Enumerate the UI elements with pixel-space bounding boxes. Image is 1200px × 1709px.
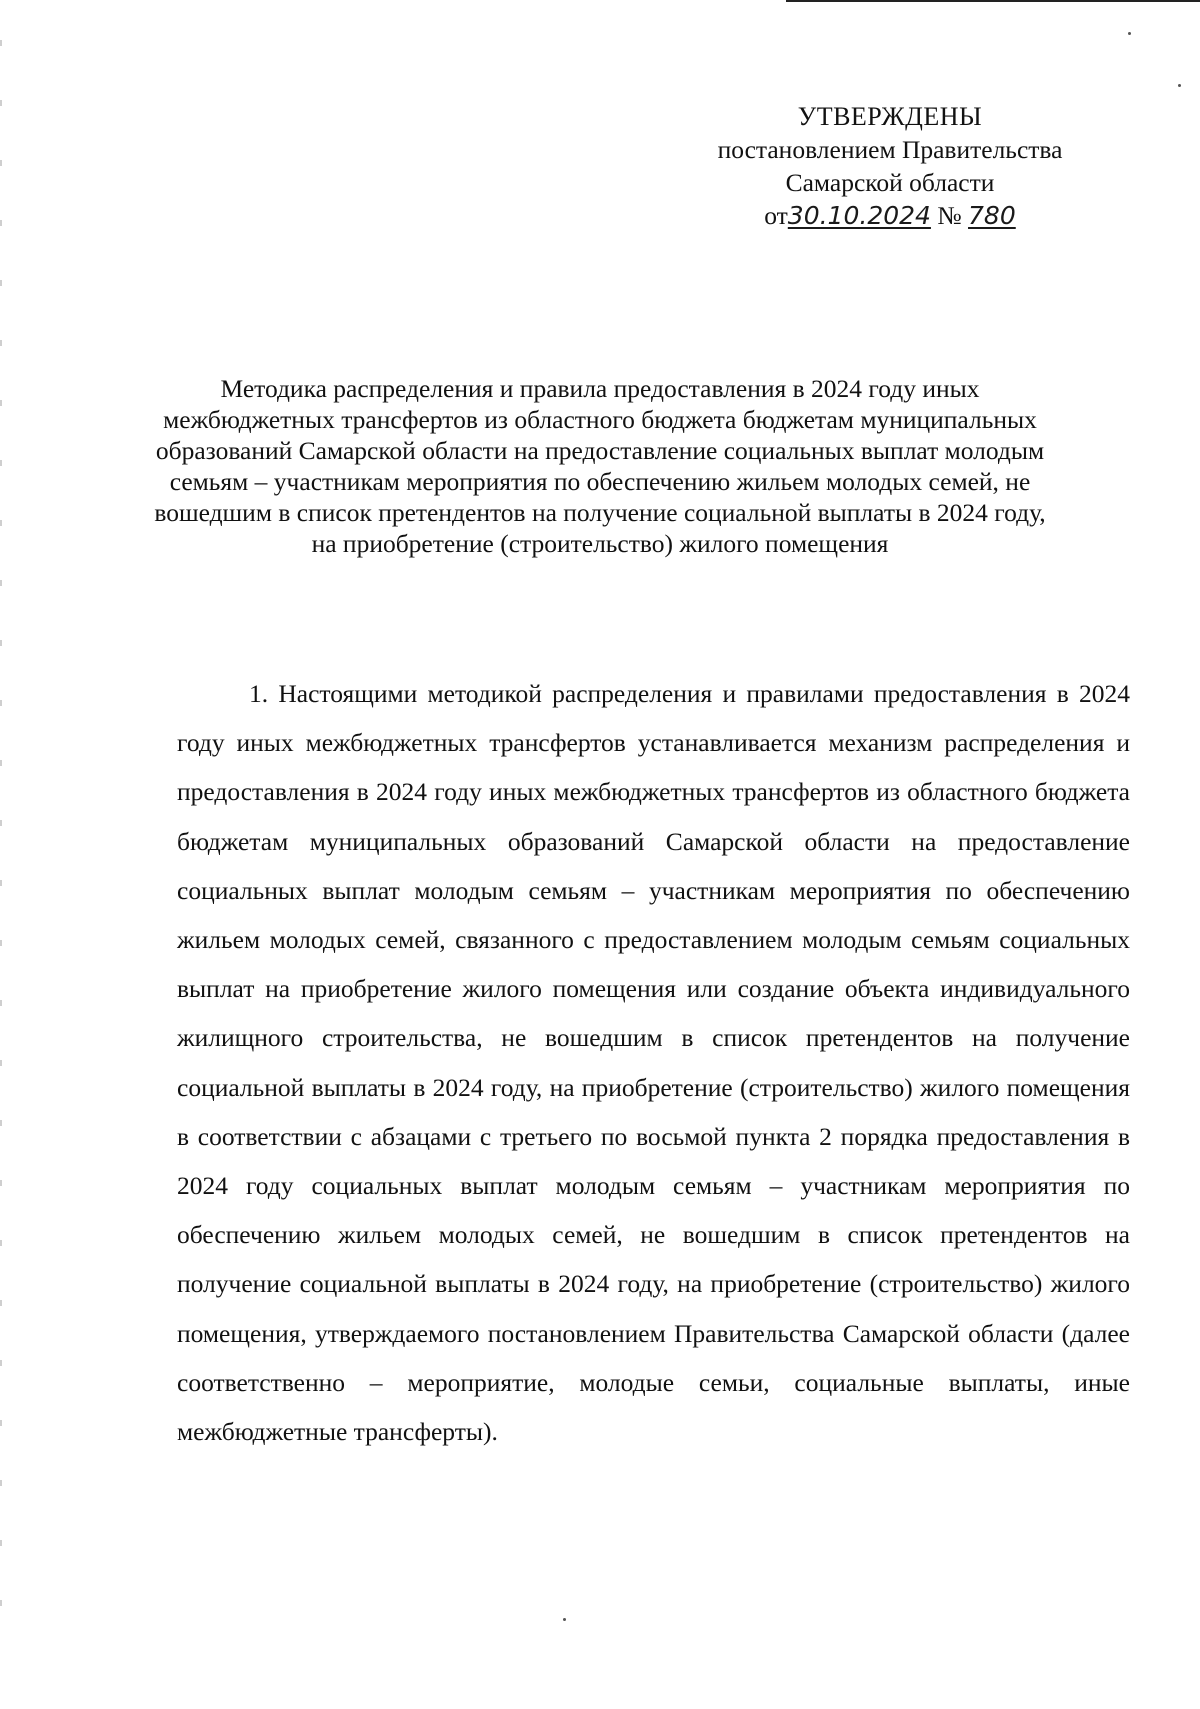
paragraph-1: 1. Настоящими методикой распределения и правилами предоставления в 2024 году иных межбюджетных трансфертов устанавливается механизм распределения и предоставления в 2024 году иных межбюджетных трансфертов из областного бюджета бюджетам муниципальных образований Самарской области на предоставление социальных выплат молодым семьям – участникам мероприятия по обеспечению жильем молодых семей, связанного с предоставлением молодым семьям социальных выплат на приобретение жилого помещения или создание объекта индивидуального жилищного строительства, не вошедшим в список претендентов на получение социальной выплаты в 2024 году, на приобретение (строительство) жилого помещения в соответствии с абзацами с третьего по восьмой пункта 2 порядка предоставления в 2024 году социальных выплат молодым семьям – участникам мероприятия по обеспечению жильем молодых семей, не вошедшим в список претендентов на получение социальной выплаты в 2024 году, на приобретение (строительство) жилого помещения, утверждаемого постановлением Правительства Самарской области (далее соответственно – мероприятие, молодые семьи, социальные выплаты, иные межбюджетные трансферты).: [177, 679, 1130, 1447]
handwritten-number: 780: [968, 201, 1016, 230]
scan-edge-marks: [0, 40, 2, 1660]
number-label: №: [937, 201, 962, 230]
date-prefix: от: [764, 201, 788, 230]
scan-speck: [1128, 32, 1131, 35]
scan-speck: [1178, 84, 1181, 87]
scan-border-line: [786, 0, 1200, 2]
document-title: Методика распределения и правила предоставления в 2024 году иных межбюджетных трансфертов из областного бюджета бюджетам муниципальных образований Самарской области на предоставление социальных выплат молодым семьям – участникам мероприятия по обеспечению жильем молодых семей, не вошедшим в список претендентов на получение социальной выплаты в 2024 году, на приобретение (строительство) жилого помещения: [154, 374, 1046, 558]
scan-speck: [563, 1618, 566, 1621]
approval-date-line: [690, 199, 1090, 232]
approval-line-2: Самарской области: [785, 168, 995, 197]
handwritten-date: 30.10.2024: [787, 201, 931, 230]
approval-line-1: постановлением Правительства: [717, 135, 1063, 164]
approval-stamp: [690, 100, 1090, 232]
approval-title: УТВЕРЖДЕНЫ: [797, 102, 983, 131]
